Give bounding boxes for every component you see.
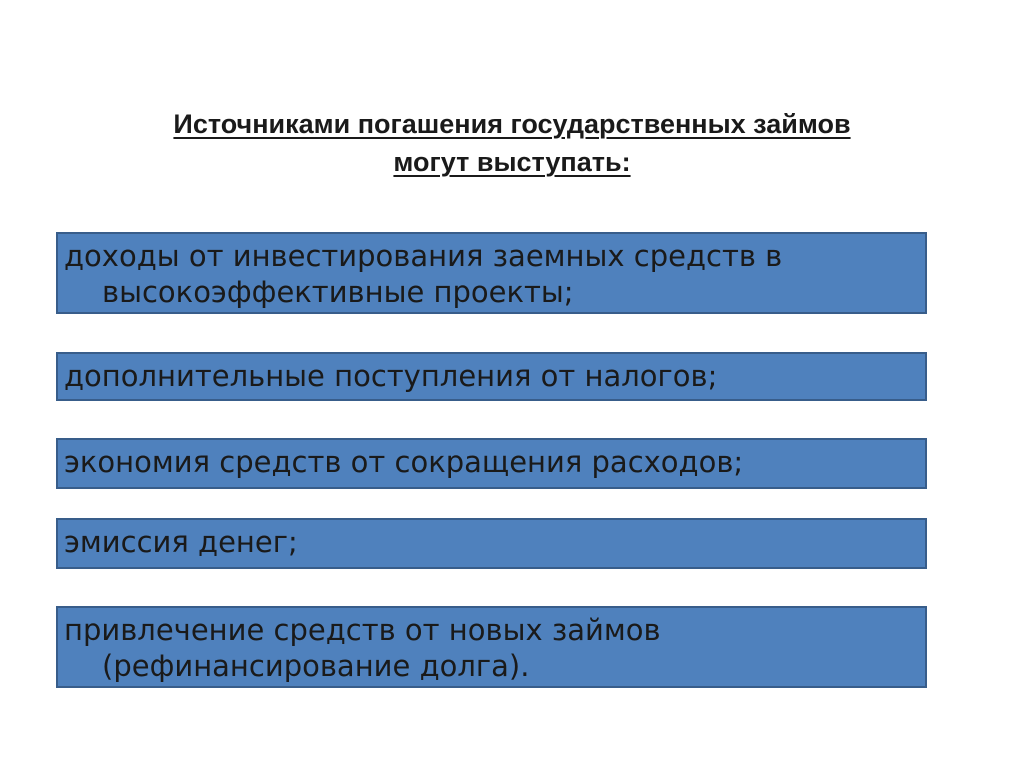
source-box-text-line: (рефинансирование долга).: [102, 649, 530, 683]
source-box-text-line: экономия средств от сокращения расходов;: [64, 445, 744, 479]
source-box-money-emission: [56, 518, 927, 569]
slide-title: [60, 105, 964, 181]
source-box-text-line: высокоэффективные проекты;: [102, 275, 574, 309]
slide-title-text-2: могут выступать:: [393, 147, 631, 177]
source-box-text-line: дополнительные поступления от налогов;: [64, 359, 718, 393]
source-box-text-line: эмиссия денег;: [64, 525, 298, 559]
source-box-text-line: доходы от инвестирования заемных средств в: [64, 239, 783, 273]
slide-title-line-1: [60, 105, 964, 143]
source-box-expense-savings: [56, 438, 927, 489]
slide-title-text-1: Источниками погашения государственных займов: [173, 109, 851, 139]
source-box-tax-revenue: [56, 352, 927, 401]
source-box-text-line: привлечение средств от новых займов: [64, 613, 661, 647]
source-box-investment-income: [56, 232, 927, 314]
source-box-new-loans: [56, 606, 927, 688]
slide-title-line-2: [60, 143, 964, 181]
